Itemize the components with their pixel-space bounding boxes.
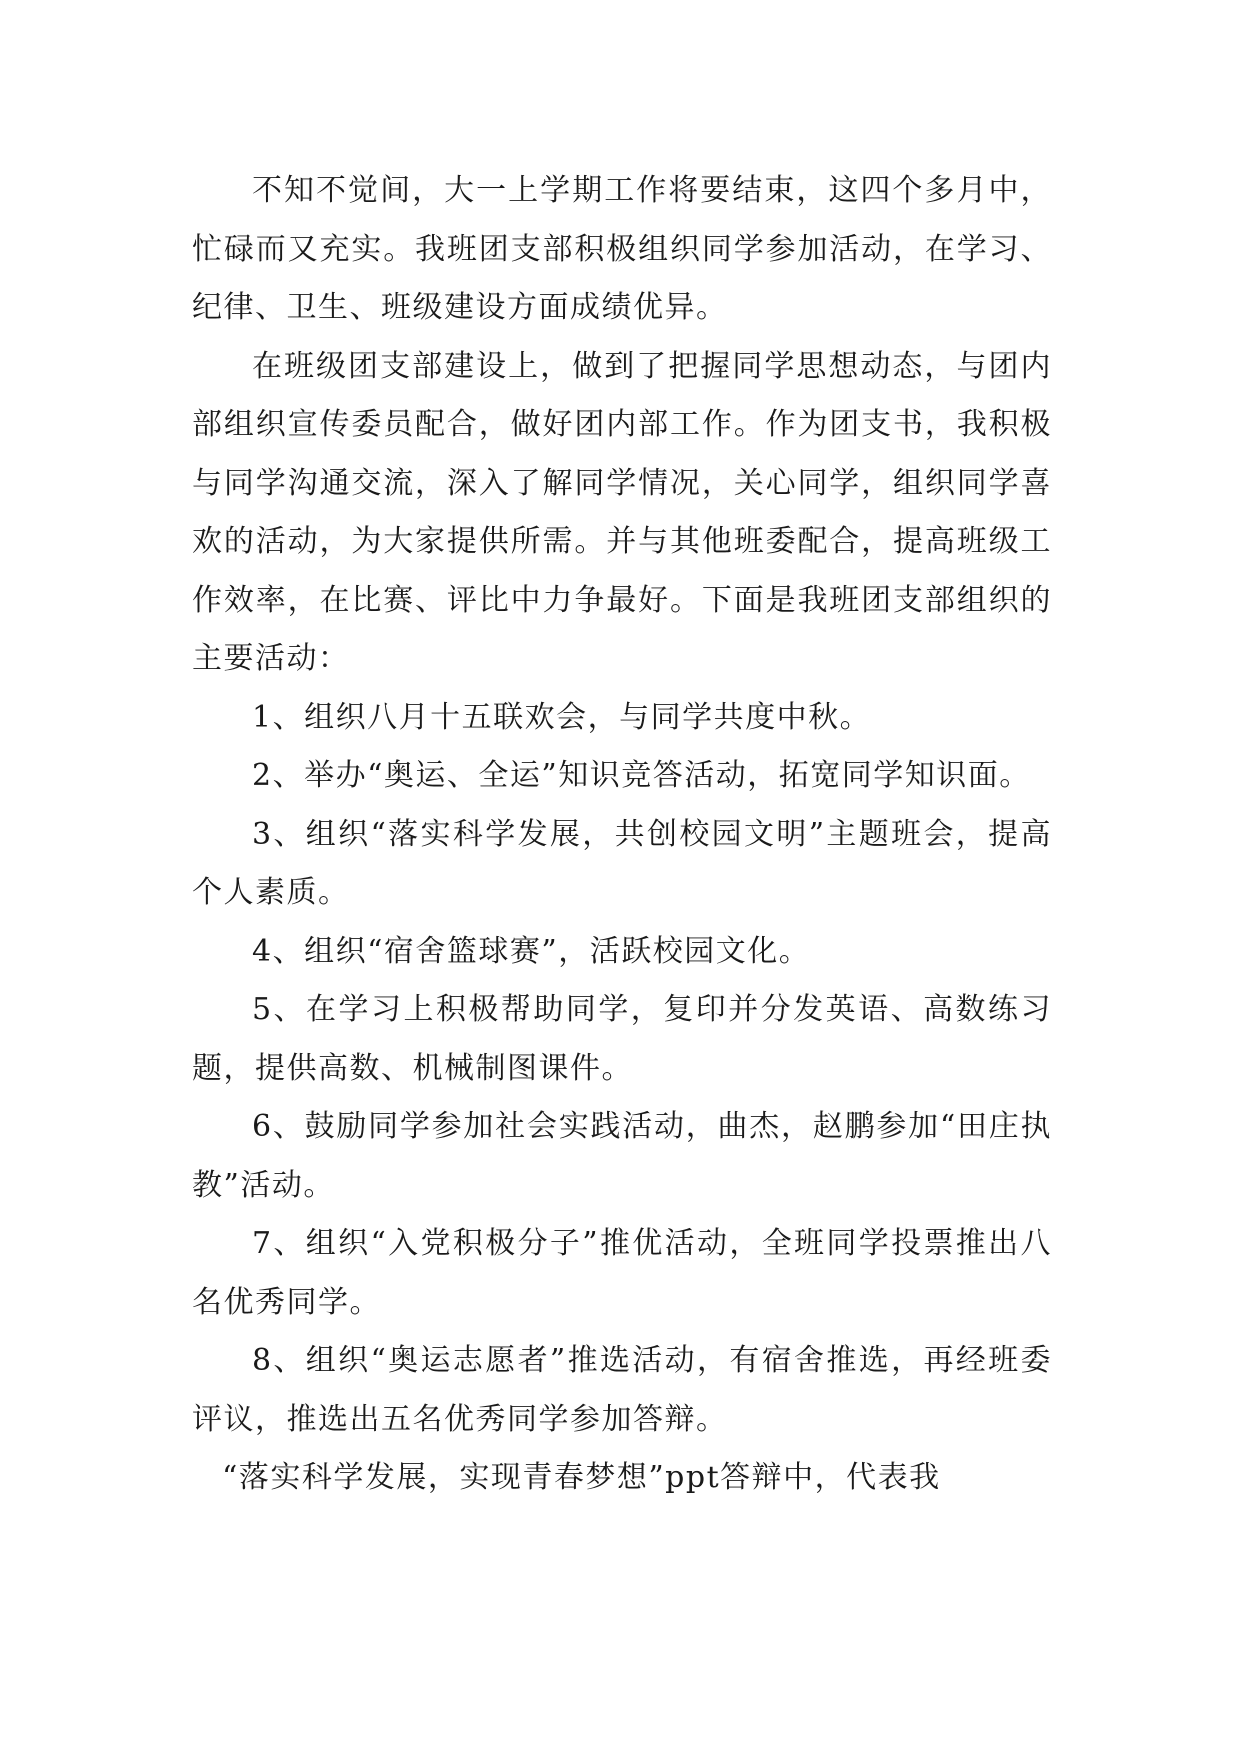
list-item-activity-4: 4、组织“宿舍篮球赛”，活跃校园文化。 bbox=[252, 933, 811, 969]
list-item-activity-6: 6、鼓励同学参加社会实践活动，曲杰，赵鹏参加“田庄执教”活动。 bbox=[192, 1109, 1052, 1203]
paragraph-ppt-defense: “落实科学发展，实现青春梦想”ppt答辩中，代表我 bbox=[222, 1460, 941, 1495]
paragraph-branch-building: 在班级团支部建设上，做到了把握同学思想动态，与团内部组织宣传委员配合，做好团内部工作。作为团支书，我积极与同学沟通交流，深入了解同学情况，关心同学，组织同学喜欢的活动，为大家提供所需。并与其他班委配合，提高班级工作效率，在比赛、评比中力争最好。下面是我班团支部组织的主要活动： bbox=[192, 348, 1052, 676]
list-item-activity-8: 8、组织“奥运志愿者”推选活动，有宿舍推选，再经班委评议，推选出五名优秀同学参加答辩。 bbox=[192, 1343, 1052, 1437]
document-body bbox=[192, 162, 1052, 1508]
list-item-activity-7: 7、组织“入党积极分子”推优活动，全班同学投票推出八名优秀同学。 bbox=[192, 1226, 1052, 1320]
list-item-activity-5: 5、在学习上积极帮助同学，复印并分发英语、高数练习题，提供高数、机械制图课件。 bbox=[192, 992, 1052, 1086]
list-item-activity-1: 1、组织八月十五联欢会，与同学共度中秋。 bbox=[252, 699, 872, 735]
paragraph-intro: 不知不觉间，大一上学期工作将要结束，这四个多月中，忙碌而又充实。我班团支部积极组织同学参加活动，在学习、纪律、卫生、班级建设方面成绩优异。 bbox=[192, 173, 1052, 325]
list-item-activity-2: 2、举办“奥运、全运”知识竞答活动，拓宽同学知识面。 bbox=[252, 758, 1031, 793]
list-item-activity-3: 3、组织“落实科学发展，共创校园文明”主题班会，提高个人素质。 bbox=[192, 816, 1052, 910]
